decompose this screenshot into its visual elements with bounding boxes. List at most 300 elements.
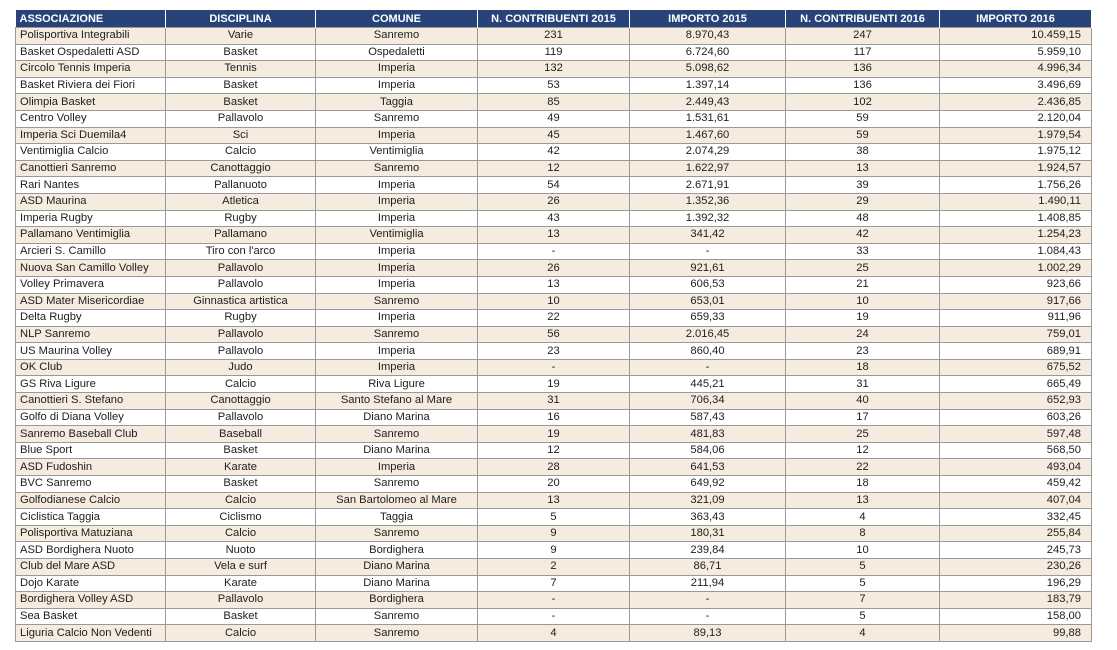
header-contribuenti-2016: N. CONTRIBUENTI 2016 [786, 10, 940, 28]
associazione-cell: ASD Bordighera Nuoto [16, 542, 166, 559]
importo-2015-cell: 587,43 [630, 409, 786, 426]
importo-2015-cell: 8.970,43 [630, 28, 786, 45]
header-disciplina: DISCIPLINA [166, 10, 316, 28]
header-importo-2016: IMPORTO 2016 [940, 10, 1092, 28]
table-row [16, 210, 1092, 227]
table-row [16, 393, 1092, 410]
contribuenti-2016-cell: 5 [786, 559, 940, 576]
importo-2016-cell: 652,93 [940, 393, 1092, 410]
table-row [16, 409, 1092, 426]
table-row [16, 61, 1092, 78]
disciplina-cell: Basket [166, 77, 316, 94]
contribuenti-2016-cell: 247 [786, 28, 940, 45]
importo-2015-cell: 2.074,29 [630, 144, 786, 161]
importo-2015-cell: 481,83 [630, 426, 786, 443]
table-row [16, 343, 1092, 360]
importo-2016-cell: 2.436,85 [940, 94, 1092, 111]
associazione-cell: Dojo Karate [16, 575, 166, 592]
contribuenti-2016-cell: 18 [786, 476, 940, 493]
table-row [16, 227, 1092, 244]
header-comune: COMUNE [316, 10, 478, 28]
associazione-cell: Nuova San Camillo Volley [16, 260, 166, 277]
importo-2016-cell: 1.002,29 [940, 260, 1092, 277]
associazione-cell: GS Riva Ligure [16, 376, 166, 393]
importo-2015-cell: 2.449,43 [630, 94, 786, 111]
importo-2016-cell: 255,84 [940, 525, 1092, 542]
associazione-cell: BVC Sanremo [16, 476, 166, 493]
disciplina-cell: Calcio [166, 625, 316, 642]
header-row [16, 10, 1092, 28]
importo-2015-cell: 341,42 [630, 227, 786, 244]
disciplina-cell: Basket [166, 94, 316, 111]
contribuenti-2015-cell: - [478, 359, 630, 376]
importo-2016-cell: 1.254,23 [940, 227, 1092, 244]
comune-cell: Sanremo [316, 426, 478, 443]
importo-2015-cell: - [630, 243, 786, 260]
contribuenti-2015-cell: 7 [478, 575, 630, 592]
contribuenti-2016-cell: 19 [786, 310, 940, 327]
importo-2015-cell: 321,09 [630, 492, 786, 509]
associazione-cell: Golfo di Diana Volley [16, 409, 166, 426]
comune-cell: Diano Marina [316, 442, 478, 459]
contribuenti-2015-cell: 132 [478, 61, 630, 78]
importo-2016-cell: 923,66 [940, 276, 1092, 293]
associazione-cell: Blue Sport [16, 442, 166, 459]
contribuenti-2015-cell: 85 [478, 94, 630, 111]
importo-2015-cell: 653,01 [630, 293, 786, 310]
disciplina-cell: Canottaggio [166, 393, 316, 410]
importo-2016-cell: 665,49 [940, 376, 1092, 393]
contribuenti-2016-cell: 102 [786, 94, 940, 111]
table-row [16, 127, 1092, 144]
comune-cell: Imperia [316, 459, 478, 476]
comune-cell: Imperia [316, 77, 478, 94]
importo-2016-cell: 759,01 [940, 326, 1092, 343]
comune-cell: Diano Marina [316, 409, 478, 426]
comune-cell: Sanremo [316, 625, 478, 642]
contribuenti-2016-cell: 39 [786, 177, 940, 194]
contribuenti-2016-cell: 10 [786, 293, 940, 310]
table-row [16, 276, 1092, 293]
contribuenti-2016-cell: 25 [786, 426, 940, 443]
contribuenti-2016-cell: 117 [786, 44, 940, 61]
contribuenti-2016-cell: 17 [786, 409, 940, 426]
contribuenti-2016-cell: 42 [786, 227, 940, 244]
comune-cell: Imperia [316, 243, 478, 260]
contribuenti-2015-cell: 54 [478, 177, 630, 194]
table-row [16, 442, 1092, 459]
table-row [16, 243, 1092, 260]
contribuenti-2015-cell: 23 [478, 343, 630, 360]
comune-cell: Bordighera [316, 592, 478, 609]
contribuenti-2015-cell: 2 [478, 559, 630, 576]
contribuenti-2015-cell: 13 [478, 276, 630, 293]
associazione-cell: NLP Sanremo [16, 326, 166, 343]
comune-cell: Riva Ligure [316, 376, 478, 393]
importo-2016-cell: 1.408,85 [940, 210, 1092, 227]
table-row [16, 476, 1092, 493]
disciplina-cell: Rugby [166, 210, 316, 227]
comune-cell: Diano Marina [316, 559, 478, 576]
contribuenti-2015-cell: 43 [478, 210, 630, 227]
table-row [16, 177, 1092, 194]
contribuenti-2015-cell: 9 [478, 525, 630, 542]
importo-2015-cell: 86,71 [630, 559, 786, 576]
importo-2016-cell: 245,73 [940, 542, 1092, 559]
table-row [16, 77, 1092, 94]
importo-2016-cell: 1.084,43 [940, 243, 1092, 260]
associazione-cell: Liguria Calcio Non Vedenti [16, 625, 166, 642]
disciplina-cell: Canottaggio [166, 160, 316, 177]
disciplina-cell: Pallavolo [166, 326, 316, 343]
contribuenti-2016-cell: 10 [786, 542, 940, 559]
importo-2016-cell: 196,29 [940, 575, 1092, 592]
contribuenti-2016-cell: 23 [786, 343, 940, 360]
contribuenti-2016-cell: 136 [786, 77, 940, 94]
contribuenti-2016-cell: 12 [786, 442, 940, 459]
comune-cell: Imperia [316, 276, 478, 293]
contribuenti-2015-cell: 22 [478, 310, 630, 327]
importo-2015-cell: 363,43 [630, 509, 786, 526]
importo-2015-cell: 1.392,32 [630, 210, 786, 227]
contribuenti-2015-cell: 49 [478, 110, 630, 127]
associazione-cell: Olimpia Basket [16, 94, 166, 111]
disciplina-cell: Calcio [166, 144, 316, 161]
importo-2015-cell: 659,33 [630, 310, 786, 327]
table-row [16, 260, 1092, 277]
contribuenti-2016-cell: 5 [786, 575, 940, 592]
importo-2015-cell: - [630, 359, 786, 376]
contribuenti-2015-cell: 31 [478, 393, 630, 410]
importo-2016-cell: 158,00 [940, 608, 1092, 625]
importo-2015-cell: 1.467,60 [630, 127, 786, 144]
header-importo-2015: IMPORTO 2015 [630, 10, 786, 28]
importo-2015-cell: 921,61 [630, 260, 786, 277]
disciplina-cell: Calcio [166, 525, 316, 542]
contribuenti-2016-cell: 4 [786, 509, 940, 526]
comune-cell: Sanremo [316, 326, 478, 343]
importo-2015-cell: 606,53 [630, 276, 786, 293]
contribuenti-2016-cell: 38 [786, 144, 940, 161]
disciplina-cell: Karate [166, 459, 316, 476]
contribuenti-2016-cell: 21 [786, 276, 940, 293]
contribuenti-2015-cell: 19 [478, 426, 630, 443]
importo-2015-cell: 239,84 [630, 542, 786, 559]
disciplina-cell: Calcio [166, 376, 316, 393]
importo-2016-cell: 1.975,12 [940, 144, 1092, 161]
importo-2016-cell: 1.490,11 [940, 193, 1092, 210]
comune-cell: Sanremo [316, 293, 478, 310]
contribuenti-2016-cell: 25 [786, 260, 940, 277]
table-row [16, 293, 1092, 310]
contribuenti-2016-cell: 24 [786, 326, 940, 343]
associazione-cell: Ventimiglia Calcio [16, 144, 166, 161]
comune-cell: Bordighera [316, 542, 478, 559]
contribuenti-2016-cell: 40 [786, 393, 940, 410]
disciplina-cell: Sci [166, 127, 316, 144]
contribuenti-2015-cell: 53 [478, 77, 630, 94]
contribuenti-2015-cell: 26 [478, 260, 630, 277]
associazione-cell: ASD Mater Misericordiae [16, 293, 166, 310]
importo-2016-cell: 407,04 [940, 492, 1092, 509]
associazione-cell: Polisportiva Matuziana [16, 525, 166, 542]
comune-cell: Sanremo [316, 608, 478, 625]
contribuenti-2016-cell: 48 [786, 210, 940, 227]
associazione-cell: Circolo Tennis Imperia [16, 61, 166, 78]
contribuenti-2015-cell: 28 [478, 459, 630, 476]
comune-cell: Sanremo [316, 28, 478, 45]
comune-cell: Imperia [316, 310, 478, 327]
importo-2016-cell: 2.120,04 [940, 110, 1092, 127]
importo-2016-cell: 597,48 [940, 426, 1092, 443]
importo-2015-cell: 89,13 [630, 625, 786, 642]
comune-cell: Imperia [316, 127, 478, 144]
table-row [16, 376, 1092, 393]
contribuenti-2016-cell: 59 [786, 110, 940, 127]
disciplina-cell: Basket [166, 608, 316, 625]
importo-2016-cell: 99,88 [940, 625, 1092, 642]
associazione-cell: Volley Primavera [16, 276, 166, 293]
importo-2016-cell: 675,52 [940, 359, 1092, 376]
contribuenti-2015-cell: 12 [478, 160, 630, 177]
disciplina-cell: Pallavolo [166, 343, 316, 360]
contribuenti-2016-cell: 5 [786, 608, 940, 625]
importo-2015-cell: 1.352,36 [630, 193, 786, 210]
importo-2015-cell: 706,34 [630, 393, 786, 410]
disciplina-cell: Nuoto [166, 542, 316, 559]
associazione-cell: Bordighera Volley ASD [16, 592, 166, 609]
comune-cell: Taggia [316, 94, 478, 111]
associazione-cell: Centro Volley [16, 110, 166, 127]
header-associazione: ASSOCIAZIONE [16, 10, 166, 28]
contribuenti-2016-cell: 8 [786, 525, 940, 542]
importo-2015-cell: 445,21 [630, 376, 786, 393]
comune-cell: Diano Marina [316, 575, 478, 592]
table-row [16, 94, 1092, 111]
contribuenti-2015-cell: 119 [478, 44, 630, 61]
importo-2016-cell: 603,26 [940, 409, 1092, 426]
importo-2015-cell: 1.397,14 [630, 77, 786, 94]
contribuenti-2015-cell: 231 [478, 28, 630, 45]
disciplina-cell: Ciclismo [166, 509, 316, 526]
importo-2016-cell: 3.496,69 [940, 77, 1092, 94]
importo-2015-cell: 2.016,45 [630, 326, 786, 343]
importo-2016-cell: 917,66 [940, 293, 1092, 310]
contribuenti-2016-cell: 22 [786, 459, 940, 476]
disciplina-cell: Pallavolo [166, 409, 316, 426]
importo-2016-cell: 911,96 [940, 310, 1092, 327]
importo-2015-cell: 584,06 [630, 442, 786, 459]
contribuenti-2015-cell: 56 [478, 326, 630, 343]
table-row [16, 625, 1092, 642]
contribuenti-2016-cell: 59 [786, 127, 940, 144]
disciplina-cell: Ginnastica artistica [166, 293, 316, 310]
contribuenti-2015-cell: 4 [478, 625, 630, 642]
associazione-cell: ASD Maurina [16, 193, 166, 210]
comune-cell: Ventimiglia [316, 144, 478, 161]
importo-2015-cell: 5.098,62 [630, 61, 786, 78]
table-row [16, 310, 1092, 327]
comune-cell: Ospedaletti [316, 44, 478, 61]
contribuenti-2015-cell: 45 [478, 127, 630, 144]
associazione-cell: Sanremo Baseball Club [16, 426, 166, 443]
associazione-cell: Golfodianese Calcio [16, 492, 166, 509]
contribuenti-2015-cell: 5 [478, 509, 630, 526]
table-row [16, 144, 1092, 161]
contribuenti-2015-cell: 12 [478, 442, 630, 459]
contribuenti-2015-cell: - [478, 592, 630, 609]
contribuenti-2016-cell: 7 [786, 592, 940, 609]
importo-2015-cell: 860,40 [630, 343, 786, 360]
contributions-table [15, 10, 1092, 642]
comune-cell: Sanremo [316, 160, 478, 177]
disciplina-cell: Basket [166, 476, 316, 493]
contribuenti-2016-cell: 13 [786, 492, 940, 509]
disciplina-cell: Pallavolo [166, 276, 316, 293]
associazione-cell: US Maurina Volley [16, 343, 166, 360]
importo-2015-cell: 1.531,61 [630, 110, 786, 127]
importo-2016-cell: 1.979,54 [940, 127, 1092, 144]
importo-2016-cell: 230,26 [940, 559, 1092, 576]
importo-2015-cell: 180,31 [630, 525, 786, 542]
associazione-cell: Ciclistica Taggia [16, 509, 166, 526]
importo-2015-cell: 211,94 [630, 575, 786, 592]
comune-cell: San Bartolomeo al Mare [316, 492, 478, 509]
importo-2016-cell: 459,42 [940, 476, 1092, 493]
importo-2016-cell: 568,50 [940, 442, 1092, 459]
table-row [16, 575, 1092, 592]
associazione-cell: Basket Ospedaletti ASD [16, 44, 166, 61]
contribuenti-2015-cell: - [478, 608, 630, 625]
contribuenti-2015-cell: 19 [478, 376, 630, 393]
importo-2015-cell: - [630, 592, 786, 609]
comune-cell: Sanremo [316, 476, 478, 493]
contribuenti-2015-cell: 9 [478, 542, 630, 559]
associazione-cell: Arcieri S. Camillo [16, 243, 166, 260]
disciplina-cell: Varie [166, 28, 316, 45]
disciplina-cell: Calcio [166, 492, 316, 509]
associazione-cell: ASD Fudoshin [16, 459, 166, 476]
contribuenti-2016-cell: 13 [786, 160, 940, 177]
disciplina-cell: Tiro con l'arco [166, 243, 316, 260]
contribuenti-2015-cell: - [478, 243, 630, 260]
comune-cell: Imperia [316, 193, 478, 210]
table-row [16, 608, 1092, 625]
contribuenti-2016-cell: 29 [786, 193, 940, 210]
table-row [16, 525, 1092, 542]
importo-2016-cell: 493,04 [940, 459, 1092, 476]
importo-2015-cell: 649,92 [630, 476, 786, 493]
table-row [16, 110, 1092, 127]
associazione-cell: Polisportiva Integrabili [16, 28, 166, 45]
table-row [16, 193, 1092, 210]
contribuenti-2015-cell: 10 [478, 293, 630, 310]
comune-cell: Sanremo [316, 525, 478, 542]
header-contribuenti-2015: N. CONTRIBUENTI 2015 [478, 10, 630, 28]
importo-2016-cell: 183,79 [940, 592, 1092, 609]
associazione-cell: Imperia Rugby [16, 210, 166, 227]
disciplina-cell: Karate [166, 575, 316, 592]
contribuenti-2016-cell: 136 [786, 61, 940, 78]
table-row [16, 559, 1092, 576]
contribuenti-2016-cell: 18 [786, 359, 940, 376]
comune-cell: Sanremo [316, 110, 478, 127]
disciplina-cell: Pallavolo [166, 110, 316, 127]
disciplina-cell: Pallavolo [166, 260, 316, 277]
table-row [16, 160, 1092, 177]
disciplina-cell: Vela e surf [166, 559, 316, 576]
importo-2015-cell: 2.671,91 [630, 177, 786, 194]
importo-2016-cell: 1.756,26 [940, 177, 1092, 194]
associazione-cell: OK Club [16, 359, 166, 376]
contribuenti-2015-cell: 13 [478, 227, 630, 244]
disciplina-cell: Tennis [166, 61, 316, 78]
comune-cell: Santo Stefano al Mare [316, 393, 478, 410]
table-row [16, 592, 1092, 609]
associazione-cell: Basket Riviera dei Fiori [16, 77, 166, 94]
associazione-cell: Pallamano Ventimiglia [16, 227, 166, 244]
disciplina-cell: Basket [166, 44, 316, 61]
table-row [16, 28, 1092, 45]
importo-2015-cell: - [630, 608, 786, 625]
disciplina-cell: Pallanuoto [166, 177, 316, 194]
contribuenti-2016-cell: 4 [786, 625, 940, 642]
importo-2016-cell: 1.924,57 [940, 160, 1092, 177]
associazione-cell: Imperia Sci Duemila4 [16, 127, 166, 144]
disciplina-cell: Rugby [166, 310, 316, 327]
comune-cell: Imperia [316, 343, 478, 360]
table-row [16, 542, 1092, 559]
table-body [16, 28, 1092, 642]
associazione-cell: Canottieri S. Stefano [16, 393, 166, 410]
disciplina-cell: Basket [166, 442, 316, 459]
importo-2016-cell: 4.996,34 [940, 61, 1092, 78]
comune-cell: Imperia [316, 359, 478, 376]
importo-2016-cell: 332,45 [940, 509, 1092, 526]
disciplina-cell: Pallavolo [166, 592, 316, 609]
table-row [16, 326, 1092, 343]
importo-2015-cell: 6.724,60 [630, 44, 786, 61]
importo-2016-cell: 689,91 [940, 343, 1092, 360]
associazione-cell: Delta Rugby [16, 310, 166, 327]
disciplina-cell: Judo [166, 359, 316, 376]
comune-cell: Imperia [316, 260, 478, 277]
table-row [16, 459, 1092, 476]
associazione-cell: Rari Nantes [16, 177, 166, 194]
contribuenti-2016-cell: 31 [786, 376, 940, 393]
table-row [16, 492, 1092, 509]
contribuenti-2015-cell: 20 [478, 476, 630, 493]
table-row [16, 359, 1092, 376]
importo-2015-cell: 641,53 [630, 459, 786, 476]
table-row [16, 509, 1092, 526]
associazione-cell: Club del Mare ASD [16, 559, 166, 576]
disciplina-cell: Baseball [166, 426, 316, 443]
associazione-cell: Sea Basket [16, 608, 166, 625]
comune-cell: Imperia [316, 61, 478, 78]
contribuenti-2015-cell: 13 [478, 492, 630, 509]
contribuenti-2016-cell: 33 [786, 243, 940, 260]
comune-cell: Taggia [316, 509, 478, 526]
comune-cell: Imperia [316, 210, 478, 227]
contribuenti-2015-cell: 26 [478, 193, 630, 210]
disciplina-cell: Atletica [166, 193, 316, 210]
importo-2015-cell: 1.622,97 [630, 160, 786, 177]
disciplina-cell: Pallamano [166, 227, 316, 244]
associazione-cell: Canottieri Sanremo [16, 160, 166, 177]
contribuenti-2015-cell: 16 [478, 409, 630, 426]
importo-2016-cell: 5.959,10 [940, 44, 1092, 61]
